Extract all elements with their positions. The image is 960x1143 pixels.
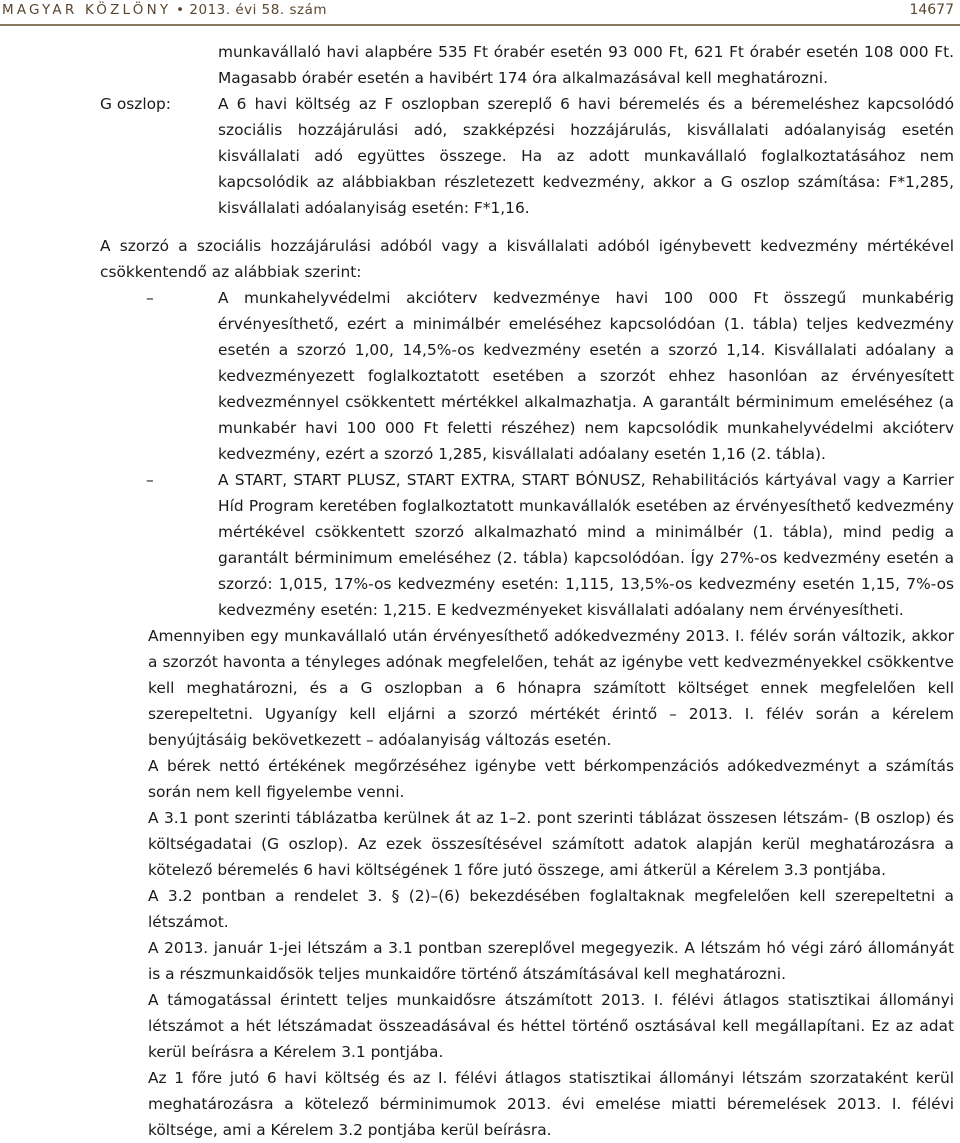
document-body xyxy=(0,39,960,1143)
page-number: 14677 xyxy=(909,2,954,18)
header-left xyxy=(2,2,327,18)
issue-label: 2013. évi 58. szám xyxy=(189,2,327,18)
paragraph: Amennyiben egy munkavállaló után érvényesíthető adókedvezmény 2013. I. félév során változik, akkor a szorzót havonta a tényleges adónak megfelelően, tehát az igénybe vett kedvezményekkel csökkentve kell meghatározni, és a G oszlopban a 6 hónapra számított költséget ennek megfelelően kell szerepeltetni. Ugyanígy kell eljárni a szorzó mértékét érintő – 2013. I. félév során a kérelem benyújtásáig bekövetkezett – adóalanyiság változás esetén. xyxy=(148,627,954,749)
dash-marker: – xyxy=(146,471,154,489)
header-rule xyxy=(0,24,960,26)
bullet-item xyxy=(0,285,960,467)
continuation-text: munkavállaló havi alapbére 535 Ft órabér esetén 93 000 Ft, 621 Ft órabér esetén 108 000 Ft. Magasabb órabér esetén a havibért 174 óra alkalmazásával kell meghatározni. xyxy=(218,43,954,87)
dash-marker: – xyxy=(146,289,154,307)
bullet-text: A munkahelyvédelmi akcióterv kedvezménye havi 100 000 Ft összegű munkabérig érvényesíthető, ezért a minimálbér emeléséhez kapcsolódóan (1. tábla) teljes kedvezmény esetén a szorzó 1,00, 14,5%-os kedvezmény esetén a szorzó 1,14. Kisvállalati adóalany a kedvezményezett foglalkoztatott esetében a szorzót ehhez hasonlóan az érvényesített kedvezménnyel csökkentett mértékkel alkalmazhatja. A garantált bérminimum emeléséhez (a munkabér havi 100 000 Ft feletti részéhez) nem kapcsolódik munkahelyvédelmi akcióterv kedvezmény, ezért a szorzó 1,285, kisvállalati adóalany esetén 1,16 (2. tábla). xyxy=(218,289,954,463)
paragraph: A 2013. január 1-jei létszám a 3.1 pontban szereplővel megegyezik. A létszám hó végi záró állományát is a részmunkaidősök teljes munkaidőre történő átszámításával kell meghatározni. xyxy=(148,939,954,983)
publication-name: MAGYAR KÖZLÖNY xyxy=(2,2,172,18)
paragraph: A 3.2 pontban a rendelet 3. § (2)–(6) bekezdésében foglaltaknak megfelelően kell szerepeltetni a létszámot. xyxy=(148,887,954,931)
g-column-definition xyxy=(0,91,960,221)
paragraph: A bérek nettó értékének megőrzéséhez igénybe vett bérkompenzációs adókedvezményt a számítás során nem kell figyelembe venni. xyxy=(148,757,954,801)
bullet-text: A START, START PLUSZ, START EXTRA, START BÓNUSZ, Rehabilitációs kártyával vagy a Karrier Híd Program keretében foglalkoztatott munkavállalók esetében az érvényesíthető kedvezmény mértékével csökkentett szorzó alkalmazható mind a minimálbér (1. tábla), mind pedig a garantált bérminimum emeléséhez (2. tábla) kapcsolódóan. Így 27%-os kedvezmény esetén a szorzó: 1,015, 17%-os kedvezmény esetén: 1,115, 13,5%-os kedvezmény esetén 1,15, 7%-os kedvezmény esetén: 1,215. E kedvezményeket kisvállalati adóalany nem érvényesítheti. xyxy=(218,471,954,619)
paragraph: Az 1 főre jutó 6 havi költség és az I. félévi átlagos statisztikai állományi létszám szorzataként kerül meghatározásra a kötelező bérminimumok 2013. évi emelése miatti béremelések 2013. I. félévi költsége, ami a Kérelem 3.2 pontjába kerül beírásra. xyxy=(148,1069,954,1139)
header-bullet: • xyxy=(176,2,185,18)
page-header xyxy=(0,0,960,25)
bullet-item xyxy=(0,467,960,623)
paragraph: A 3.1 pont szerinti táblázatba kerülnek át az 1–2. pont szerinti táblázat összesen létszám- (B oszlop) és költségadatai (G oszlop). Az ezek összesítésével számított adatok alapján kerül meghatározásra a kötelező béremelés 6 havi költségének 1 főre jutó összege, ami átkerül a Kérelem 3.3 pontjába. xyxy=(148,809,954,879)
g-column-label: G oszlop: xyxy=(100,95,171,113)
multiplier-intro: A szorzó a szociális hozzájárulási adóból vagy a kisvállalati adóból igénybevett kedvezmény mértékével csökkentendő az alábbiak szerint: xyxy=(100,237,954,281)
paragraph: A támogatással érintett teljes munkaidősre átszámított 2013. I. félévi átlagos statisztikai állományi létszámot a hét létszámadat összeadásával és héttel történő osztásával kell megállapítani. Ez az adat kerül beírásra a Kérelem 3.1 pontjába. xyxy=(148,991,954,1061)
g-column-text: A 6 havi költség az F oszlopban szereplő 6 havi béremelés és a béremeléshez kapcsolódó szociális hozzájárulási adó, szakképzési hozzájárulás, kisvállalati adóalanyiság esetén kisvállalati adó együttes összege. Ha az adott munkavállaló foglalkoztatásához nem kapcsolódik az alábbiakban részletezett kedvezmény, akkor a G oszlop számítása: F*1,285, kisvállalati adóalanyiság esetén: F*1,16. xyxy=(218,95,954,217)
